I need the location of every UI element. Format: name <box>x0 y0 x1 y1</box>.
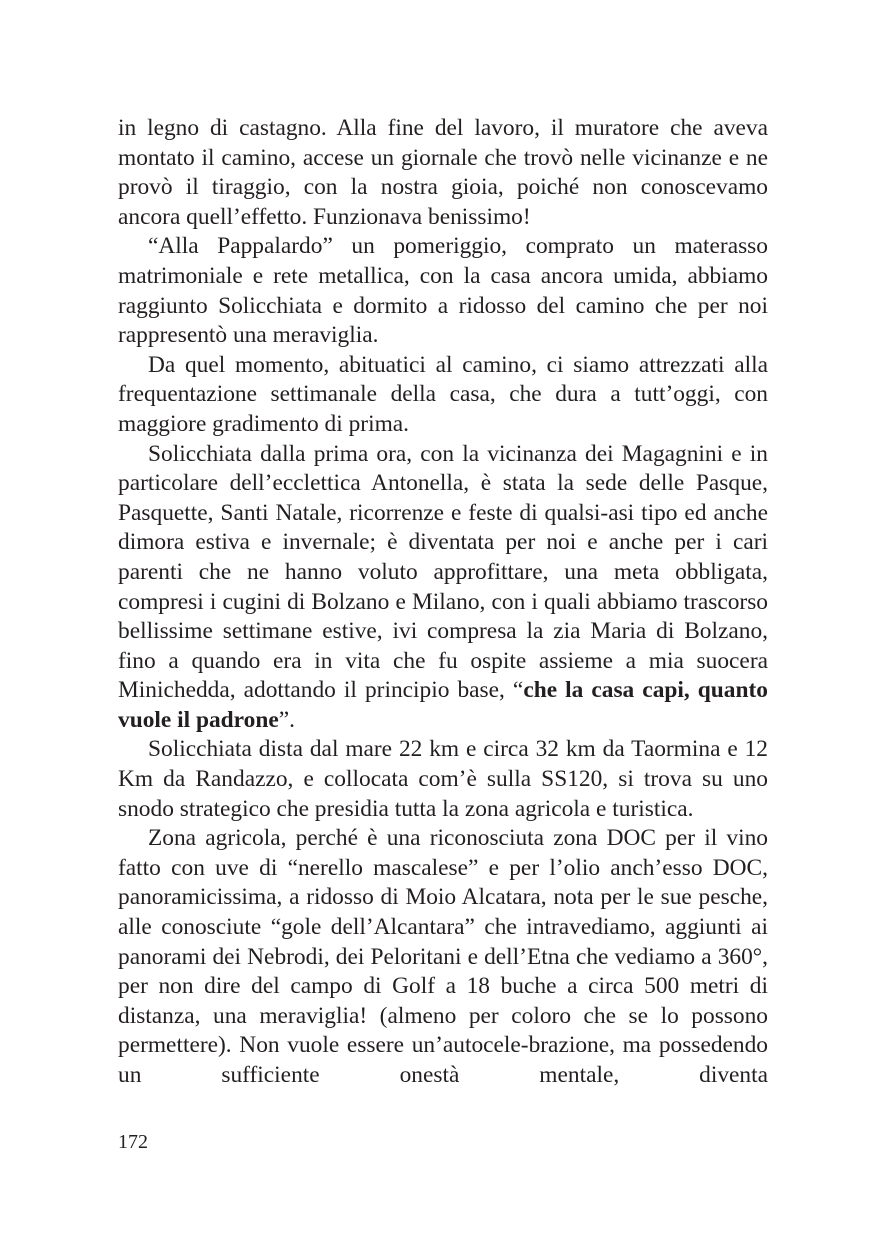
bold-motto: che la casa capi, quanto vuole il padrone <box>118 677 768 733</box>
paragraph-agricultural-zone: Zona agricola, perché è una riconosciuta zona DOC per il vino fatto con uve di “nerello mascalese” e per l’olio anch’esso DOC, panoramicissima, a ridosso di Moio Alcatara, nota per le sue pesche, alle conosciute “gole dell’Alcantara” che intravediamo, aggiunti ai panorami dei Nebrodi, dei Peloritani e dell’Etna che vediamo a 360°, per non dire del campo di Golf a 18 buche a circa 500 metri di distanza, una meraviglia! (almeno per coloro che se lo possono permettere). Non vuole essere un’autocele-brazione, ma possedendo un sufficiente onestà mentale, diventa <box>118 825 768 1088</box>
page-number: 172 <box>118 1131 148 1153</box>
paragraph-text: Solicchiata dalla prima ora, con la vicinanza dei Magagnini e in particolare dell’ecclettica Antonella, è stata la sede delle Pasque, Pasquette, Santi Natale, ricorrenze e feste di qualsi-asi tipo ed anche dimora estiva e invernale; è diventata per noi e anche per i cari parenti che ne hanno voluto approfittare, una meta obbligata, compresi i cugini di Bolzano e Milano, con i quali abbiamo trascorso bellissime settimane estive, ivi compresa la zia Maria di Bolzano, fino a quando era in vita che fu ospite assieme a mia suocera Minichedda, adottando il principio base, “ <box>118 440 768 704</box>
paragraph-fireplace-test: in legno di castagno. Alla fine del lavoro, il muratore che aveva montato il camino, accese un giornale che trovò nelle vicinanze e ne provò il tiraggio, con la nostra gioia, poiché non conoscevamo ancora quell’effetto. Funzionava benissimo! <box>118 115 768 230</box>
paragraph-text: ”. <box>278 706 295 733</box>
paragraph-distances: Solicchiata dista dal mare 22 km e circa 32 km da Taormina e 12 Km da Randazzo, e collocata com’è sulla SS120, si trova su uno snodo strategico che presidia tutta la zona agricola e turistica. <box>118 736 768 822</box>
paragraph-pappalardo: “Alla Pappalardo” un pomeriggio, comprato un materasso matrimoniale e rete metallica, con la casa ancora umida, abbiamo raggiunto Solicchiata e dormito a ridosso del camino che per noi rappresentò una meraviglia. <box>118 233 768 349</box>
page-body <box>118 114 768 1091</box>
paragraph-weekly-visits: Da quel momento, abituatici al camino, ci siamo attrezzati alla frequentazione settimanale della casa, che dura a tutt’oggi, con maggiore gradimento di prima. <box>118 351 768 437</box>
paragraph-solicchiata-gatherings <box>118 440 768 736</box>
